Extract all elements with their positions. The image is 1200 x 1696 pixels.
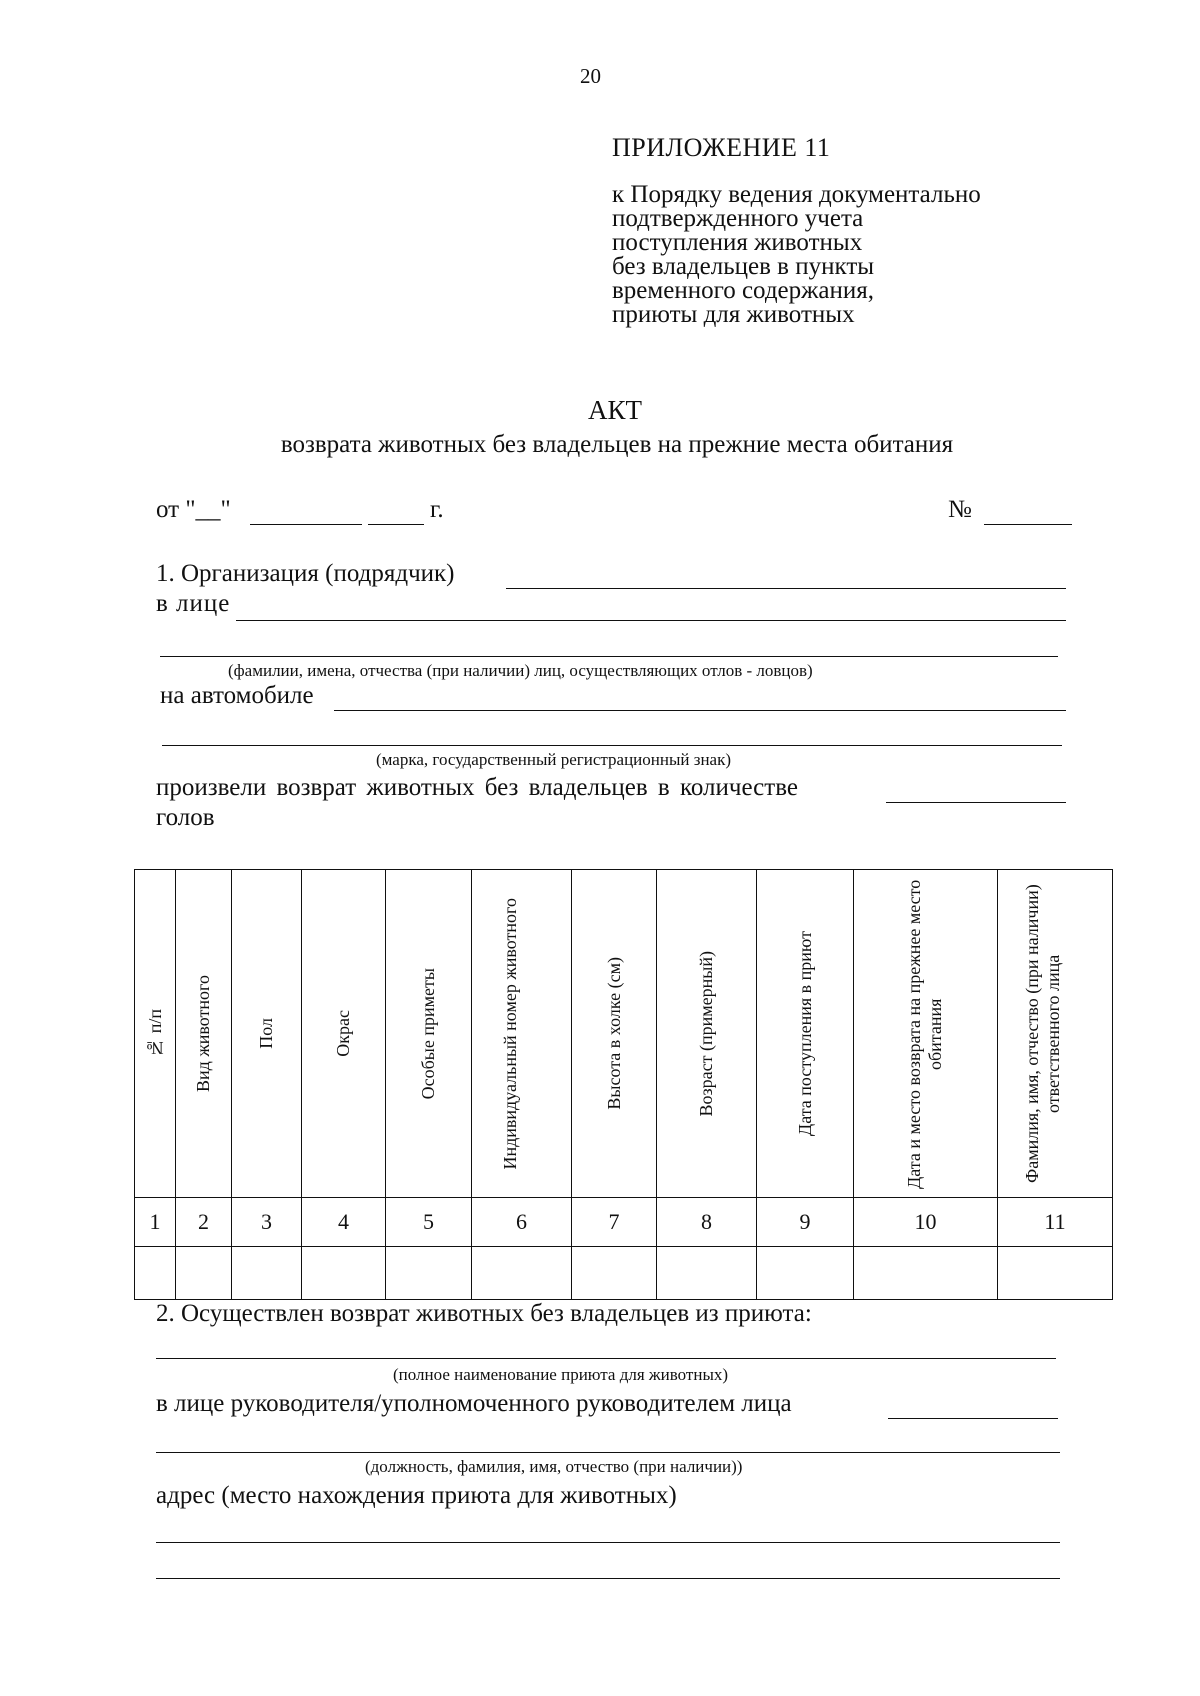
table-row [135, 1247, 1113, 1300]
table-header-cell [472, 870, 572, 1198]
animals-table [134, 869, 1113, 1300]
header-label: Дата поступления в приют [794, 930, 815, 1137]
table-header-cell [757, 870, 854, 1198]
column-number: 6 [472, 1198, 572, 1247]
header-label: Фамилия, имя, отчество (при наличии) ответственного лица [1022, 884, 1063, 1183]
header-label: Вид животного [193, 975, 213, 1092]
appendix-line: приюты для животных [612, 301, 855, 328]
act-title: АКТ [588, 395, 642, 425]
table-header-cell [135, 870, 176, 1198]
header-label: Высота в холке (см) [603, 957, 624, 1110]
table-header-cell [657, 870, 757, 1198]
heads-label: голов [156, 804, 215, 831]
table-header-cell [302, 870, 386, 1198]
column-number: 5 [386, 1198, 472, 1247]
header-label: Пол [256, 1018, 276, 1049]
header-label: Индивидуальный номер животного [499, 897, 520, 1170]
column-number: 3 [232, 1198, 302, 1247]
appendix-title: ПРИЛОЖЕНИЕ 11 [612, 133, 831, 162]
table-header-cell [572, 870, 657, 1198]
header-label: № п/п [144, 1009, 165, 1058]
month-field[interactable] [250, 524, 362, 525]
header-label: Окрас [333, 1010, 353, 1057]
table-cell[interactable] [302, 1247, 386, 1300]
head-of-label: в лице руководителя/уполномоченного руководителем лица [156, 1390, 792, 1417]
column-number: 2 [176, 1198, 232, 1247]
table-header-cell [232, 870, 302, 1198]
table-cell[interactable] [757, 1247, 854, 1300]
act-number-field[interactable] [984, 524, 1072, 525]
header-label: Особые приметы [418, 967, 438, 1100]
column-number: 7 [572, 1198, 657, 1247]
page-number: 20 [580, 64, 601, 88]
table-number-row [135, 1198, 1113, 1247]
act-subtitle: возврата животных без владельцев на прежние места обитания [280, 431, 954, 458]
appendix-line: без владельцев в пункты [612, 253, 875, 280]
appendix-line: поступления животных [612, 229, 863, 256]
appendix-line: временного содержания, [612, 277, 875, 304]
column-number: 4 [302, 1198, 386, 1247]
represented-by-label: в лице [156, 590, 231, 617]
head-of-field[interactable] [888, 1418, 1058, 1419]
address-field-2[interactable] [156, 1578, 1060, 1579]
organization-field[interactable] [506, 588, 1066, 589]
shelter-name-field[interactable] [156, 1358, 1056, 1359]
vehicle-hint: (марка, государственный регистрационный знак) [376, 750, 732, 769]
number-sign: № [948, 496, 972, 523]
appendix-line: к Порядку ведения документально [612, 181, 981, 208]
address-label: адрес (место нахождения приюта для животных) [156, 1482, 677, 1509]
section2-heading: 2. Осуществлен возврат животных без владельцев из приюта: [156, 1300, 812, 1327]
header-label: Дата и место возврата на прежнее место обитания [903, 878, 945, 1189]
table-cell[interactable] [386, 1247, 472, 1300]
position-field[interactable] [156, 1452, 1060, 1453]
table-cell[interactable] [135, 1247, 176, 1300]
table-cell[interactable] [657, 1247, 757, 1300]
table-header-cell [386, 870, 472, 1198]
table-header-cell [854, 870, 998, 1198]
table-header-cell [176, 870, 232, 1198]
table-header-cell [998, 870, 1113, 1198]
column-number: 9 [757, 1198, 854, 1247]
organization-label: 1. Организация (подрядчик) [156, 560, 455, 587]
table-cell[interactable] [854, 1247, 998, 1300]
table-cell[interactable] [176, 1247, 232, 1300]
year-suffix: г. [430, 496, 444, 523]
position-hint: (должность, фамилия, имя, отчество (при наличии)) [365, 1457, 743, 1476]
appendix-reference [612, 183, 981, 327]
persons-field[interactable] [160, 656, 1058, 657]
table-cell[interactable] [998, 1247, 1113, 1300]
vehicle-field[interactable] [334, 710, 1066, 711]
returned-label: произвели возврат животных без владельцев в количестве [156, 774, 798, 801]
header-label: Возраст (примерный) [696, 950, 716, 1117]
table-cell[interactable] [472, 1247, 572, 1300]
column-number: 11 [998, 1198, 1113, 1247]
column-number: 8 [657, 1198, 757, 1247]
vehicle-field-2[interactable] [162, 745, 1062, 746]
table-cell[interactable] [232, 1247, 302, 1300]
persons-hint: (фамилии, имена, отчества (при наличии) лиц, осуществляющих отлов - ловцов) [228, 661, 813, 680]
address-field[interactable] [156, 1542, 1060, 1543]
table-header-row [135, 870, 1113, 1198]
count-field[interactable] [886, 802, 1066, 803]
shelter-hint: (полное наименование приюта для животных) [393, 1365, 729, 1384]
vehicle-label: на автомобиле [160, 682, 314, 709]
year-field[interactable] [368, 524, 424, 525]
date-prefix: от "__" [156, 496, 231, 523]
column-number: 10 [854, 1198, 998, 1247]
represented-by-field[interactable] [236, 620, 1066, 621]
appendix-line: подтвержденного учета [612, 205, 864, 232]
table-cell[interactable] [572, 1247, 657, 1300]
column-number: 1 [135, 1198, 176, 1247]
